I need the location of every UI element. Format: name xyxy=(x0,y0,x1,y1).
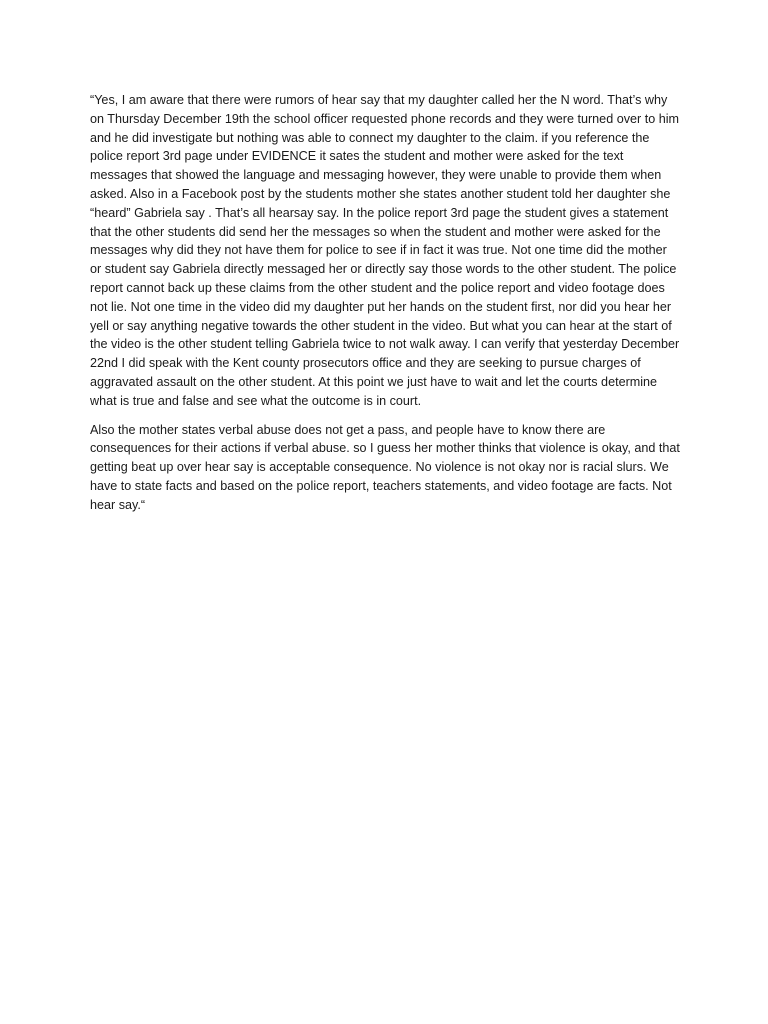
paragraph-2: Also the mother states verbal abuse does not get a pass, and people have to know there are consequences for their actions if verbal abuse. so I guess her mother thinks that violence is okay, and that getting beat up over hear say is acceptable consequence. No violence is not okay nor is racial slurs. We have to state facts and based on the police report, teachers statements, and video footage are facts. Not hear say.“ xyxy=(90,422,680,512)
paragraph-1: “Yes, I am aware that there were rumors of hear say that my daughter called her the N word. That’s why on Thursday December 19th the school officer requested phone records and they were turned over to him and he did investigate but nothing was able to connect my daughter to the claim. if you reference the police report 3rd page under EVIDENCE it sates the student and mother were asked for the text messages that showed the language and messaging however, they were unable to provide them when asked. Also in a Facebook post by the students mother she states another student told her daughter she “heard” Gabriela say . That’s all hearsay say. In the police report 3rd page the student gives a statement that the other students did send her the messages so when the student and mother were asked for the messages why did they not have them for police to see if in fact it was true. Not one time did the mother or student say Gabriela directly messaged her or directly say those words to the other student. The police report cannot back up these claims from the other student and the police report and video footage does not lie. Not one time in the video did my daughter put her hands on the student first, nor did you hear her yell or say anything negative towards the other student in the video. But what you can hear at the start of the video is the other student telling Gabriela twice to not walk away. I can verify that yesterday December 22nd I did speak with the Kent county prosecutors office and they are seeking to pursue charges of aggravated assault on the other student. At this point we just have to wait and let the courts determine what is true and false and see what the outcome is in court. xyxy=(90,93,680,408)
statement-body xyxy=(90,91,680,525)
